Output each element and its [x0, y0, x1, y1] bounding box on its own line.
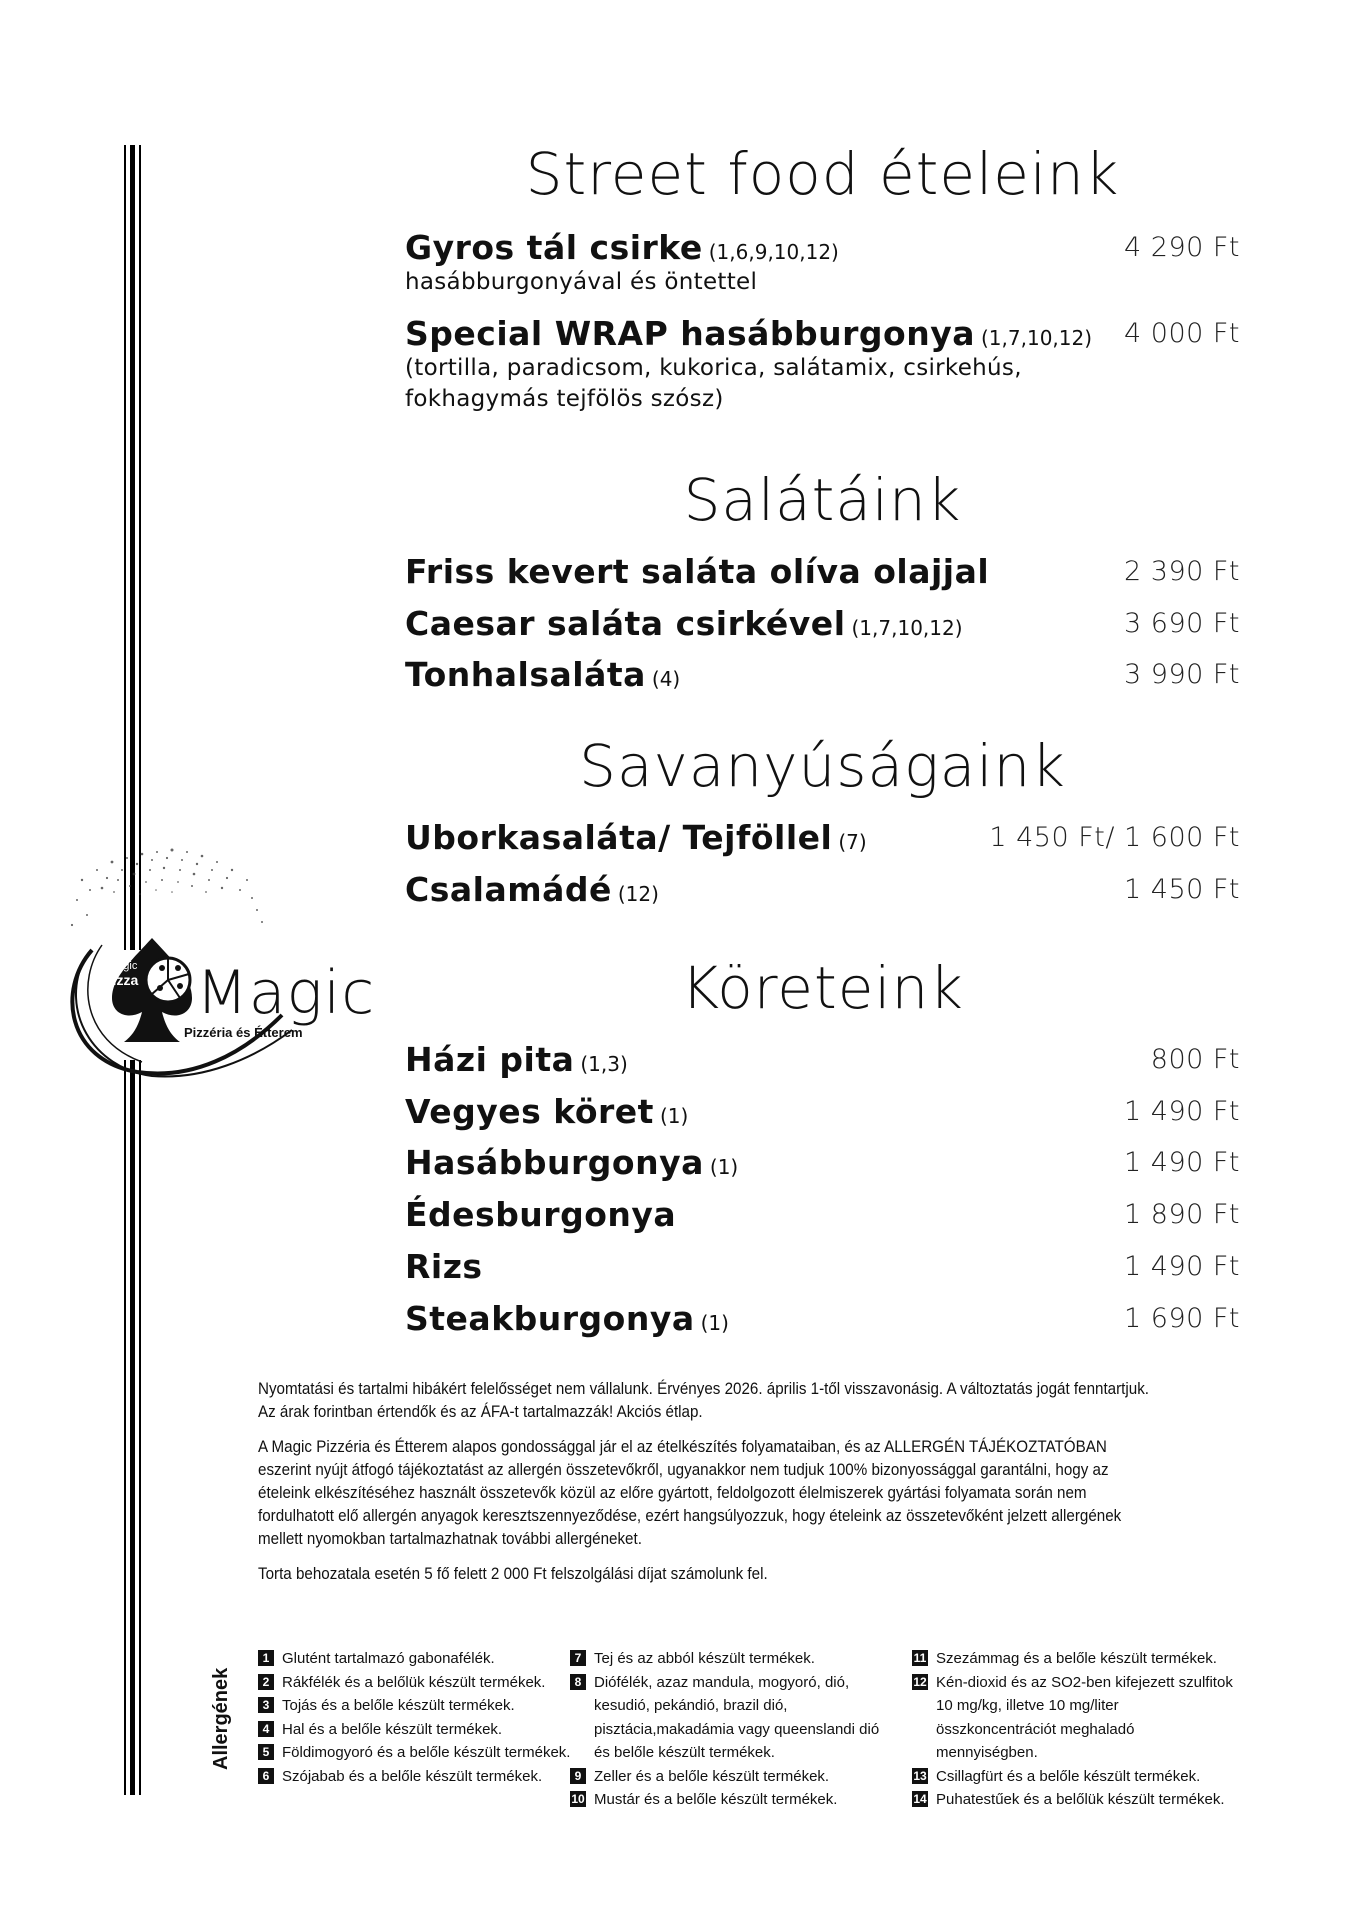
allergen-number: 13	[913, 1768, 927, 1783]
allergen-item	[912, 1671, 1237, 1765]
allergen-number: 4	[258, 1721, 274, 1737]
item-name: Tonhalsaláta	[405, 655, 646, 694]
item-price: 1 690 Ft	[1124, 1303, 1240, 1334]
section-sides	[405, 954, 1240, 1022]
allergen-text: Hal és a belőle készült termékek.	[282, 1720, 503, 1738]
allergen-number: 7	[570, 1650, 586, 1666]
allergen-column-1	[258, 1647, 588, 1788]
allergen-item	[912, 1765, 1237, 1789]
item-name: Uborkasaláta/ Tejföllel	[405, 818, 833, 857]
logo-wordmark: Magic	[196, 958, 376, 1028]
item-price: 1 450 Ft/ 1 600 Ft	[989, 822, 1240, 853]
item-price: 1 890 Ft	[1124, 1199, 1240, 1230]
allergen-text: Földimogyoró és a belőle készült termékek.	[282, 1744, 571, 1761]
item-allergens: (1)	[700, 1311, 729, 1335]
allergen-item	[570, 1765, 895, 1789]
logo-small-magic: magic	[108, 960, 138, 972]
item-description: hasábburgonyával és öntettel	[405, 269, 758, 295]
section-street-food	[405, 140, 1240, 208]
item-description: fokhagymás tejfölös szósz)	[405, 386, 724, 412]
allergen-number: 11	[913, 1651, 927, 1665]
allergen-column-3	[912, 1647, 1237, 1812]
item-allergens: (1)	[709, 1155, 739, 1179]
allergen-item	[258, 1694, 588, 1718]
allergen-item	[258, 1765, 588, 1789]
allergen-number: 10	[571, 1792, 585, 1806]
section-pickles	[405, 732, 1240, 800]
menu-item	[405, 228, 1240, 298]
section-title: Köreteink	[681, 954, 964, 1022]
allergen-item	[570, 1647, 895, 1671]
menu-item	[405, 870, 1240, 909]
item-allergens: (7)	[838, 830, 867, 854]
item-price: 800 Ft	[1150, 1044, 1240, 1075]
item-name: Hasábburgonya	[405, 1143, 704, 1182]
allergen-number: 3	[258, 1697, 274, 1713]
item-name: Caesar saláta csirkével	[405, 604, 846, 643]
section-salads	[405, 466, 1240, 534]
item-allergens: (1)	[659, 1104, 689, 1128]
allergen-number: 9	[570, 1768, 586, 1784]
item-price: 1 490 Ft	[1124, 1147, 1240, 1178]
item-allergens: (4)	[651, 667, 681, 691]
item-price: 4 000 Ft	[1124, 318, 1240, 349]
allergen-text: Glutént tartalmazó gabonafélék.	[282, 1650, 495, 1667]
footer-cake-fee: Torta behozatala esetén 5 fő felett 2 000 Ft felszolgálási díjat számolunk fel.	[258, 1565, 768, 1583]
item-allergens: (1,6,9,10,12)	[708, 240, 839, 264]
allergen-text: Kén-dioxid és az SO2-ben kifejezett szulfitok 10 mg/kg, illetve 10 mg/liter összkoncentrációt meghaladó mennyiségben.	[936, 1673, 1233, 1761]
item-price: 4 290 Ft	[1124, 232, 1240, 263]
item-allergens: (1,7,10,12)	[981, 326, 1093, 350]
allergen-item	[258, 1741, 588, 1765]
item-price: 3 690 Ft	[1124, 608, 1240, 639]
footer-disclaimer: Nyomtatási és tartalmi hibákért felelősséget nem vállalunk. Érvényes 2026. április 1-től visszavonásig. A változtatás jogát fenntartjuk. Az árak forintban értendők és az ÁFA-t tartalmazzák! Akciós étlap.	[258, 1380, 1150, 1421]
menu-item	[405, 1143, 1240, 1182]
allergen-item	[912, 1788, 1237, 1812]
item-name: Rizs	[405, 1247, 483, 1286]
allergen-item	[912, 1647, 1237, 1671]
menu-item	[405, 604, 1240, 643]
allergen-text: Csillagfürt és a belőle készült termékek.	[936, 1767, 1201, 1785]
menu-item	[405, 1040, 1240, 1079]
item-price: 3 990 Ft	[1124, 659, 1240, 690]
footer-allergen-notice: A Magic Pizzéria és Étterem alapos gondossággal jár el az ételkészítés folyamataiban, és az ALLERGÉN TÁJÉKOZTATÓBAN eszerint nyújt átfogó tájékoztatást az allergén összetevőkről, ugyanakkor nem tudjuk 100% bizonyossággal garantálni, hogy az ételeink elkészítéséhez használt összetevők közül az előre gyártott, feldolgozott élelmiszerek gyártási folyamata során nem fordulhatott elő allergén anyagok keresztszennyeződése, ezért hangsúlyozzuk, hogy ételeink az összetevőként jelzett allergének mellett nyomokban tartalmazhatnak további allergéneket.	[258, 1438, 1122, 1548]
item-name: Steakburgonya	[405, 1299, 695, 1338]
allergen-text: Tej és az abból készült termékek.	[594, 1650, 815, 1667]
item-name: Csalamádé	[405, 870, 612, 909]
logo-subtitle: Pizzéria és Étterem	[184, 1025, 303, 1040]
section-title: Savanyúságaink	[579, 732, 1066, 800]
item-price: 1 490 Ft	[1124, 1096, 1240, 1127]
item-price: 1 450 Ft	[1124, 874, 1240, 905]
item-price: 1 490 Ft	[1124, 1251, 1240, 1282]
allergen-item	[570, 1788, 895, 1812]
allergen-text: Rákfélék és a belőlük készült termékek.	[282, 1673, 546, 1691]
allergen-text: Szójabab és a belőle készült termékek.	[282, 1767, 543, 1785]
menu-item	[405, 655, 1240, 694]
item-description: (tortilla, paradicsom, kukorica, salátamix, csirkehús,	[405, 355, 1022, 381]
footer-notes	[258, 1378, 1160, 1598]
allergen-text: Diófélék, azaz mandula, mogyoró, dió, kesudió, pekándió, brazil dió, pisztácia,makadámia vagy queenslandi dió és belőle készült termékek.	[594, 1673, 880, 1761]
section-title: Street food ételeink	[525, 140, 1120, 208]
item-name: Special WRAP hasábburgonya	[405, 314, 975, 353]
item-name: Házi pita	[405, 1040, 575, 1079]
allergen-number: 5	[258, 1744, 274, 1760]
allergen-item	[570, 1671, 895, 1765]
allergen-number: 2	[258, 1674, 274, 1690]
section-title: Salátáink	[683, 466, 962, 534]
allergen-number: 8	[570, 1674, 586, 1690]
allergen-number: 1	[258, 1650, 274, 1666]
menu-item	[405, 1092, 1240, 1131]
allergen-text: Mustár és a belőle készült termékek.	[594, 1791, 838, 1808]
allergen-legend-label: Allergének	[210, 1667, 232, 1770]
menu-item	[405, 1195, 1240, 1234]
allergen-text: Zeller és a belőle készült termékek.	[594, 1767, 830, 1785]
logo-small-pizza: pizza	[104, 972, 139, 988]
menu-item	[405, 1299, 1240, 1338]
item-name: Vegyes köret	[405, 1092, 654, 1131]
menu-item	[405, 314, 1240, 415]
allergen-text: Tojás és a belőle készült termékek.	[282, 1697, 515, 1714]
allergen-text: Szezámmag és a belőle készült termékek.	[936, 1650, 1217, 1667]
menu-item	[405, 552, 1240, 591]
item-allergens: (12)	[617, 882, 659, 906]
allergen-number: 12	[913, 1674, 927, 1689]
menu-item	[405, 818, 1240, 857]
menu-item	[405, 1247, 1240, 1286]
allergen-column-2	[570, 1647, 895, 1812]
allergen-number: 14	[913, 1792, 927, 1806]
item-name: Friss kevert saláta olíva olajjal	[405, 552, 990, 591]
allergen-item	[258, 1647, 588, 1671]
allergen-item	[258, 1718, 588, 1742]
allergen-item	[258, 1671, 588, 1695]
allergen-text: Puhatestűek és a belőlük készült termékek.	[936, 1791, 1225, 1808]
item-allergens: (1,7,10,12)	[851, 616, 963, 640]
item-allergens: (1,3)	[580, 1052, 628, 1076]
item-name: Édesburgonya	[405, 1195, 677, 1234]
item-name: Gyros tál csirke	[405, 228, 703, 267]
allergen-number: 6	[258, 1768, 274, 1784]
item-price: 2 390 Ft	[1124, 556, 1240, 587]
